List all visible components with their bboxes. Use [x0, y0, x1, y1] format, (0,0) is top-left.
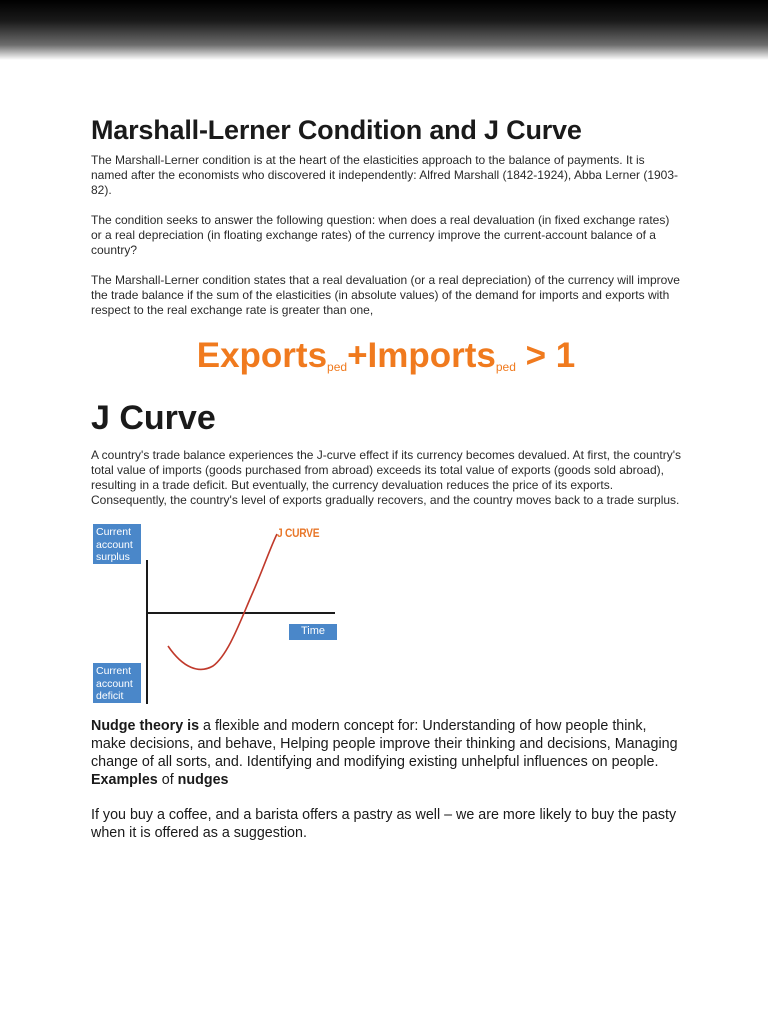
top-gradient-bar [0, 0, 768, 60]
examples-nudges: nudges [177, 772, 229, 788]
nudge-text: a flexible and modern concept for: Understanding of how people think, make decisions, and behave, Helping people improve their thinking and decisions, Managing change of all sorts, and. Identifying and modifying existing unhelpful influences on people. [91, 718, 678, 770]
example-paragraph: If you buy a coffee, and a barista offers a pastry as well – we are more likely to buy the pasty when it is offered as a suggestion. [91, 807, 677, 841]
examples-bold: Examples [91, 772, 158, 788]
surplus-label-line2: account [96, 538, 133, 551]
deficit-label-line1: Current [96, 665, 132, 677]
deficit-label-line2: account [96, 677, 133, 690]
deficit-label-line3: deficit [96, 690, 124, 702]
document-page [91, 110, 681, 842]
jcurve-heading: J Curve [91, 399, 216, 437]
formula-rest: > 1 [515, 336, 576, 375]
jcurve-chart [91, 524, 351, 704]
paragraph-condition: The Marshall-Lerner condition states that a real devaluation (or a real depreciation) of the currency will improve the trade balance if the sum of the elasticities (in absolute values) of the demand for imports and exports with respect to the real exchange rate is greater than one, [91, 273, 680, 317]
jcurve-paragraph: A country's trade balance experiences the J-curve effect if its currency becomes devalued. At first, the country's total value of imports (goods purchased from abroad) exceeds its total value of exports (goods sold abroad), resulting in a trade deficit. But eventually, the currency devaluation reduces the price of its exports. Consequently, the country's level of exports gradually recovers, and the country moves back to a trade surplus. [91, 448, 681, 507]
formula-exports: Exports [196, 336, 328, 375]
paragraph-intro: The Marshall-Lerner condition is at the heart of the elasticities approach to the balance of payments. It is named after the economists who discovered it independently: Alfred Marshall (1842-1924), Abba Lerner (1903-82). [91, 153, 679, 197]
surplus-label-line3: surplus [96, 551, 130, 563]
jcurve-label: J CURVE [277, 526, 320, 540]
examples-heading [91, 771, 681, 789]
jcurve-plot [91, 524, 351, 704]
formula-imports: +Imports [347, 336, 496, 375]
examples-of: of [157, 772, 178, 788]
formula-sub-imports: ped [495, 360, 516, 374]
paragraph-question: The condition seeks to answer the following question: when does a real devaluation (in fixed exchange rates) or a real depreciation (in floating exchange rates) of the currency improve the current-account balance of a country? [91, 213, 670, 257]
page-title: Marshall-Lerner Condition and J Curve [91, 115, 582, 145]
nudge-paragraph [91, 717, 681, 771]
jcurve-line [168, 534, 277, 669]
time-label-box: Time [289, 624, 337, 640]
nudge-bold-lead: Nudge theory is [91, 718, 200, 734]
formula-sub-exports: ped [327, 360, 348, 374]
marshall-lerner-formula [91, 334, 681, 385]
surplus-label-line1: Current [96, 526, 132, 538]
